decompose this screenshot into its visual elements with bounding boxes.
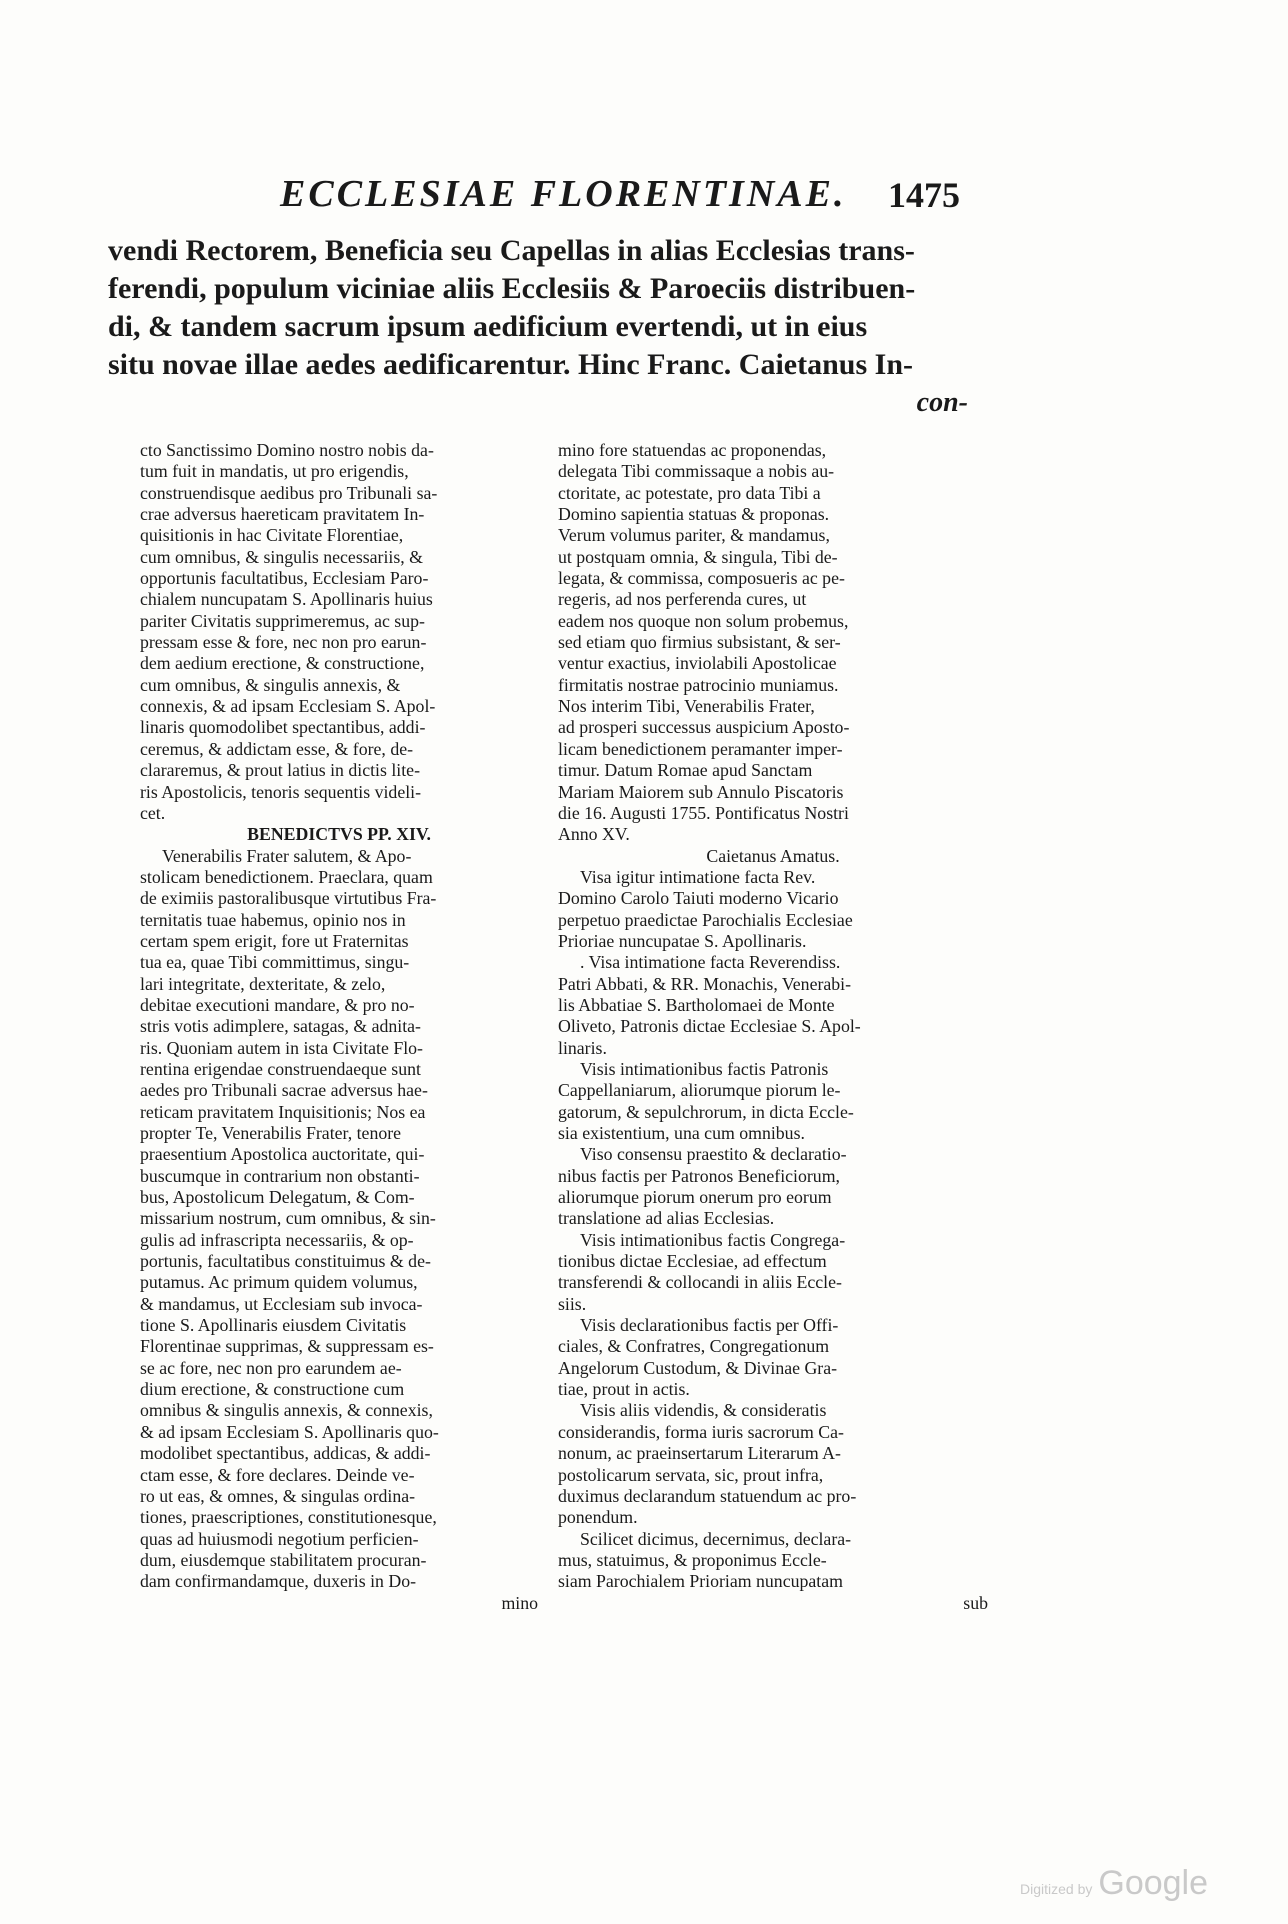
text-line: stris votis adimplere, satagas, & adnita- [140, 1016, 421, 1037]
text-line: Verum volumus pariter, & mandamus, [558, 525, 830, 546]
text-line: firmitatis nostrae patrocinio muniamus. [558, 674, 839, 695]
text-line: Caietanus Amatus. [706, 845, 840, 866]
text-line: clararemus, & prout latius in dictis lite- [140, 760, 420, 781]
text-line: gulis ad infrascripta necessariis, & op- [140, 1229, 414, 1250]
text-line: stolicam benedictionem. Praeclara, quam [140, 866, 433, 887]
text-line: dum, eiusdemque stabilitatem procuran- [140, 1549, 427, 1570]
text-line: tiae, prout in actis. [558, 1379, 690, 1400]
text-line: linaris quomodolibet spectantibus, addi- [140, 717, 426, 738]
catchword: mino [501, 1592, 538, 1613]
text-line: tua ea, quae Tibi committimus, singu- [140, 952, 410, 973]
text-line: Domino Carolo Taiuti moderno Vicario [558, 888, 839, 909]
text-line: pressam esse & fore, nec non pro earun- [140, 632, 427, 653]
text-line: portunis, facultatibus constituimus & de- [140, 1251, 431, 1272]
text-line: siam Parochialem Prioriam nuncupatam [558, 1571, 843, 1592]
text-line: Viso consensu praestito & declaratio- [580, 1144, 847, 1165]
digitized-watermark [1020, 1864, 1208, 1903]
page-number: 1475 [888, 175, 960, 215]
text-line: ctam esse, & fore declares. Deinde ve- [140, 1464, 415, 1485]
text-line: praesentium Apostolica auctoritate, qui- [140, 1144, 425, 1165]
text-line: Patri Abbati, & RR. Monachis, Venerabi- [558, 973, 852, 994]
right-column [558, 440, 988, 1614]
text-line: Visis aliis videndis, & consideratis [580, 1400, 827, 1421]
text-line: propter Te, Venerabilis Frater, tenore [140, 1123, 402, 1143]
text-line: cum omnibus, & singulis necessariis, & [140, 546, 423, 567]
text-line: cet. [140, 802, 166, 823]
catchword: sub [963, 1592, 988, 1613]
text-line: connexis, & ad ipsam Ecclesiam S. Apol- [140, 696, 436, 717]
text-line: aedes pro Tribunali sacrae adversus hae- [140, 1080, 428, 1101]
text-line: tionibus dictae Ecclesiae, ad effectum [558, 1251, 827, 1272]
text-line: legata, & commissa, composueris ac pe- [558, 568, 845, 589]
text-line: Mariam Maiorem sub Annulo Piscatoris [558, 781, 844, 802]
top-catchword: con- [916, 387, 968, 418]
text-line: . Visa intimatione facta Reverendiss. [580, 952, 841, 973]
text-line: tiones, praescriptiones, constitutionesque, [140, 1507, 437, 1528]
text-line: ctoritate, ac potestate, pro data Tibi a [558, 482, 821, 503]
text-line: tum fuit in mandatis, ut pro erigendis, [140, 461, 409, 482]
text-line: modolibet spectantibus, addicas, & addi- [140, 1443, 431, 1464]
text-line: ciales, & Confratres, Congregationum [558, 1336, 830, 1357]
running-title: ECCLESIAE FLORENTINAE. [280, 173, 847, 215]
text-line: ro ut eas, & omnes, & singulas ordina- [140, 1485, 416, 1506]
left-column [140, 440, 538, 1614]
text-line: de eximiis pastoralibusque virtutibus Fra- [140, 888, 437, 909]
text-line: dam confirmandamque, duxeris in Do- [140, 1571, 417, 1592]
text-line: Visa igitur intimatione facta Rev. [580, 866, 816, 887]
text-line: se ac fore, nec non pro earundem ae- [140, 1357, 402, 1378]
text-line: Prioriae nuncupatae S. Apollinaris. [558, 930, 807, 951]
text-line: Angelorum Custodum, & Divinae Gra- [558, 1357, 838, 1378]
running-header [120, 172, 960, 222]
watermark-prefix: Digitized by [1020, 1881, 1093, 1897]
text-line: missarium nostrum, cum omnibus, & sin- [140, 1208, 436, 1229]
text-line: ventur exactius, inviolabili Apostolicae [558, 653, 837, 674]
google-logo-text: Google [1098, 1864, 1209, 1902]
top-line: vendi Rectorem, Beneficia seu Capellas in alias Ecclesias trans- [108, 234, 915, 267]
text-line: Venerabilis Frater salutem, & Apo- [162, 845, 412, 866]
text-line: die 16. Augusti 1755. Pontificatus Nostri [558, 802, 849, 823]
text-line: Anno XV. [558, 824, 630, 845]
text-line: nonum, ac praeinsertarum Literarum A- [558, 1443, 841, 1464]
text-line: ternitatis tuae habemus, opinio nos in [140, 909, 406, 930]
text-line: timur. Datum Romae apud Sanctam [558, 760, 813, 781]
text-line: crae adversus haereticam pravitatem In- [140, 504, 425, 525]
text-line: linaris. [558, 1037, 607, 1058]
text-line: mus, statuimus, & proponimus Eccle- [558, 1549, 827, 1570]
text-line: sed etiam quo firmius subsistant, & ser- [558, 632, 841, 653]
text-line: siis. [558, 1293, 587, 1314]
top-line: situ novae illae aedes aedificarentur. Hinc Franc. Caietanus In- [108, 348, 913, 381]
text-line: rentina erigendae construendaeque sunt [140, 1058, 421, 1079]
text-line: putamus. Ac primum quidem volumus, [140, 1272, 418, 1293]
text-line: ceremus, & addictam esse, & fore, de- [140, 738, 414, 759]
text-line: & mandamus, ut Ecclesiam sub invoca- [140, 1293, 423, 1314]
text-line: postolicarum servata, sic, prout infra, [558, 1464, 824, 1485]
text-line: duximus declarandum statuendum ac pro- [558, 1485, 857, 1506]
text-line: ris. Quoniam autem in ista Civitate Flo- [140, 1037, 423, 1058]
text-line: Cappellaniarum, aliorumque piorum le- [558, 1080, 841, 1101]
top-line: ferendi, populum viciniae aliis Ecclesiis & Paroeciis distribuen- [108, 272, 916, 305]
text-line: Scilicet dicimus, decernimus, declara- [580, 1528, 852, 1549]
text-line: omnibus & singulis annexis, & connexis, [140, 1400, 433, 1421]
text-line: buscumque in contrarium non obstanti- [140, 1165, 420, 1186]
text-line: ad prosperi successus auspicium Aposto- [558, 717, 850, 738]
text-line: translatione ad alias Ecclesias. [558, 1208, 775, 1229]
text-line: Oliveto, Patronis dictae Ecclesiae S. Apol- [558, 1016, 861, 1037]
top-line: di, & tandem sacrum ipsum aedificium evertendi, ut in eius [108, 310, 868, 343]
top-paragraph [108, 232, 968, 422]
text-line: dem aedium erectione, & constructione, [140, 653, 425, 674]
text-line: perpetuo praedictae Parochialis Ecclesiae [558, 909, 853, 930]
text-line: chialem nuncupatam S. Apollinaris huius [140, 589, 433, 610]
text-line: ut postquam omnia, & singula, Tibi de- [558, 546, 838, 567]
text-line: delegata Tibi commissaque a nobis au- [558, 461, 835, 482]
text-line: ponendum. [558, 1507, 638, 1528]
text-line: sia existentium, una cum omnibus. [558, 1123, 805, 1143]
text-line: reticam pravitatem Inquisitionis; Nos ea [140, 1101, 426, 1122]
text-line: quisitionis in hac Civitate Florentiae, [140, 525, 404, 546]
text-line: regeris, ad nos perferenda cures, ut [558, 589, 807, 610]
text-line: mino fore statuendas ac proponendas, [558, 440, 827, 460]
text-line: nibus factis per Patronos Beneficiorum, [558, 1165, 840, 1186]
text-line: dium erectione, & constructione cum [140, 1379, 405, 1400]
text-line: ris Apostolicis, tenoris sequentis videli- [140, 781, 422, 802]
text-line: opportunis facultatibus, Ecclesiam Paro- [140, 568, 429, 589]
text-line: construendisque aedibus pro Tribunali sa- [140, 482, 438, 503]
text-line: BENEDICTVS PP. XIV. [247, 824, 431, 845]
text-line: aliorumque piorum onerum pro eorum [558, 1187, 832, 1208]
text-line: Visis intimationibus factis Congrega- [580, 1229, 846, 1250]
text-line: pariter Civitatis supprimeremus, ac sup- [140, 610, 425, 631]
text-line: lari integritate, dexteritate, & zelo, [140, 973, 386, 994]
text-line: lis Abbatiae S. Bartholomaei de Monte [558, 994, 835, 1015]
text-line: bus, Apostolicum Delegatum, & Com- [140, 1187, 415, 1208]
text-line: Domino sapientia statuas & proponas. [558, 504, 830, 525]
text-line: & ad ipsam Ecclesiam S. Apollinaris quo- [140, 1421, 439, 1442]
text-line: cto Sanctissimo Domino nostro nobis da- [140, 440, 434, 460]
text-line: Nos interim Tibi, Venerabilis Frater, [558, 696, 815, 717]
text-line: quas ad huiusmodi negotium perficien- [140, 1528, 419, 1549]
text-line: debitae executioni mandare, & pro no- [140, 994, 415, 1015]
text-line: tione S. Apollinaris eiusdem Civitatis [140, 1315, 407, 1336]
text-line: eadem nos quoque non solum probemus, [558, 610, 849, 631]
text-line: Visis intimationibus factis Patronis [580, 1058, 829, 1079]
text-line: cum omnibus, & singulis annexis, & [140, 674, 401, 695]
text-line: certam spem erigit, fore ut Fraternitas [140, 930, 409, 951]
text-line: Visis declarationibus factis per Offi- [580, 1315, 839, 1336]
text-line: considerandis, forma iuris sacrorum Ca- [558, 1421, 844, 1442]
text-line: transferendi & collocandi in aliis Eccle- [558, 1272, 842, 1293]
text-line: gatorum, & sepulchrorum, in dicta Eccle- [558, 1101, 854, 1122]
text-line: licam benedictionem peramanter imper- [558, 738, 843, 759]
text-line: Florentinae supprimas, & suppressam es- [140, 1336, 434, 1357]
